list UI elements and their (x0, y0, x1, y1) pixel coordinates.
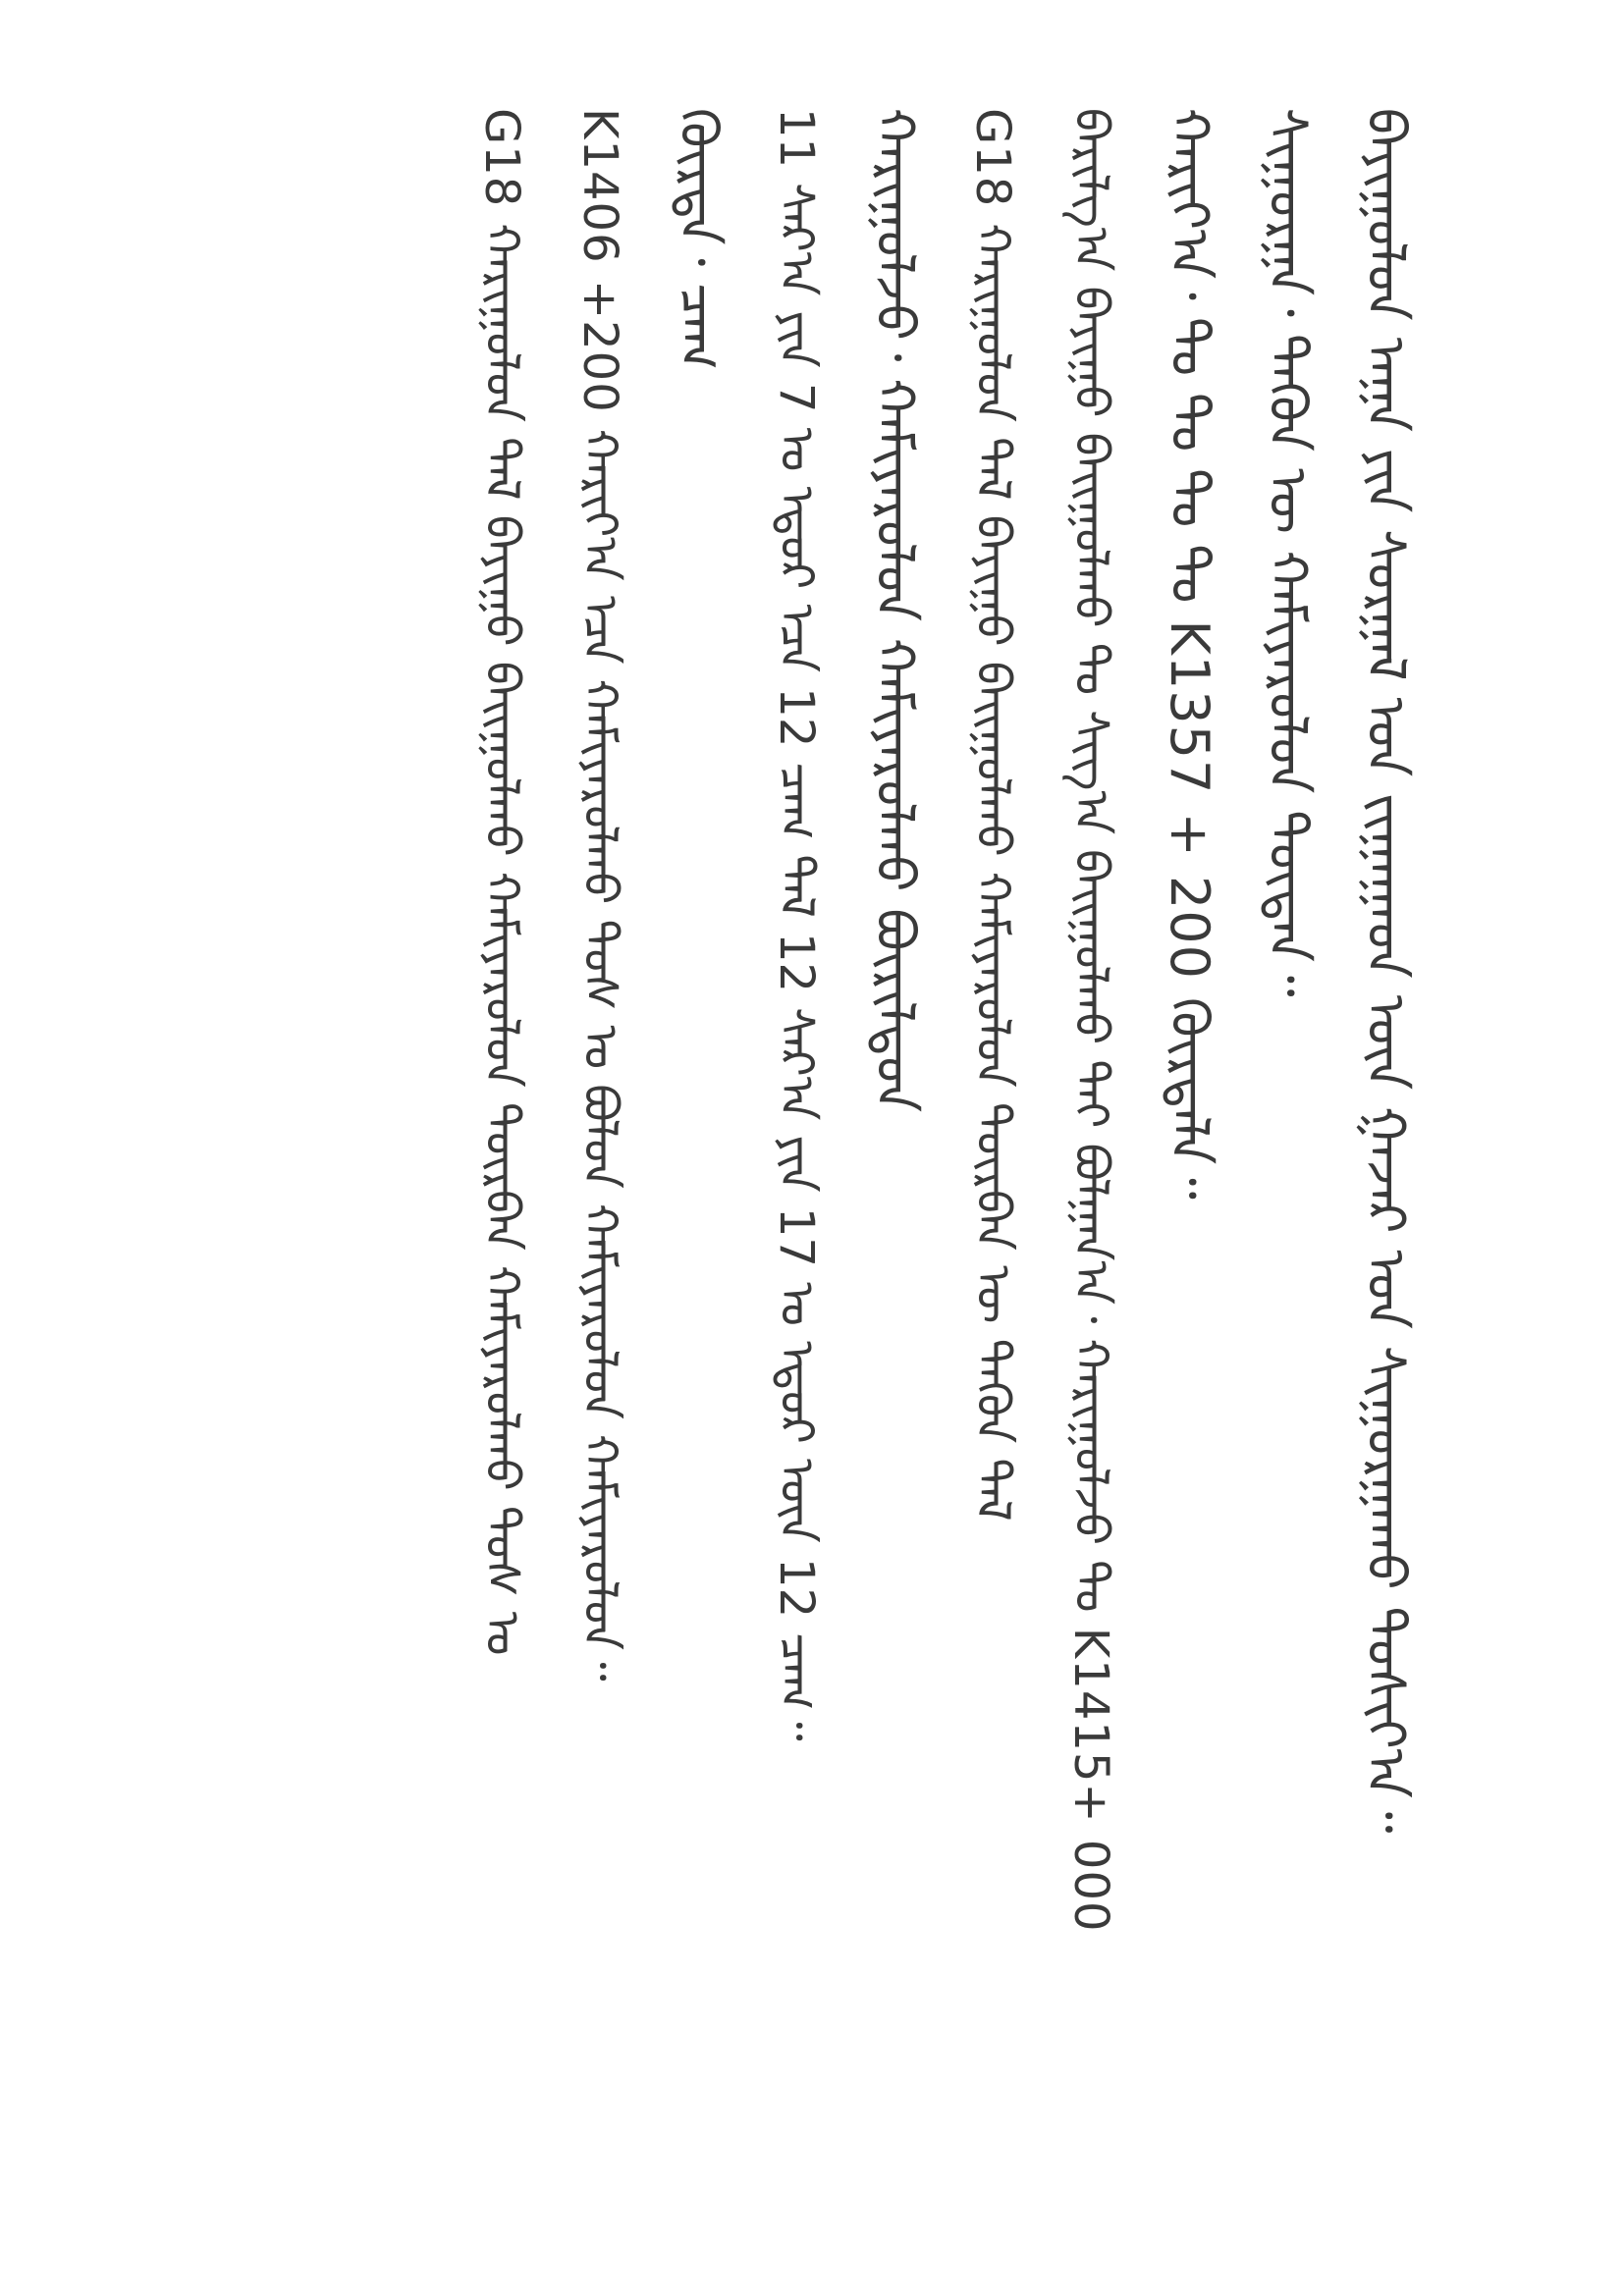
text-line-9: K1406 +200 ᠬᠠᠷᠢᠶ᠎ᠠ ᠡᠴᠡ ᠬᠠᠮᠢᠶᠠᠷᠤᠯᠬᠤ ᠲᠤᠰ ᠤ ᠪᠣᠯᠤᠨ ᠬᠠᠮᠢᠶᠠᠷᠤᠯᠤᠨ ᠬᠠᠮᠢᠶᠠᠷᠤᠯᠤᠨ᠃ (572, 108, 627, 1682)
vertical-text-body (265, 108, 1424, 2218)
text-line-8: ᠬᠦᠷᠲᠡ᠂ ᠴᠠᠭ (668, 108, 730, 370)
text-line-1: ᠪᠠᠶᠢᠭᠤᠯᠤᠨ ᠠᠭᠠ ᠶᠢᠨ ᠰᠤᠷᠭᠠᠯ ᠤᠨ ᠵᠢᠭᠠᠭᠠᠳ ᠦᠨ ᠭᠠᠵᠠᠷ ᠤᠨ ᠰᠢᠭᠤᠷᠭᠠᠬᠤ ᠲᠤᠰᠢᠶ᠎ᠠ᠃ (1355, 108, 1417, 1834)
text-line-10: G18 ᠬᠠᠷᠢᠭᠤᠯᠤᠨ ᠲᠠᠯ ᠪᠠᠶᠢᠭᠤ ᠪᠠᠢᠭᠤᠯᠬᠤ ᠬᠠᠮᠢᠶᠠᠷᠤᠯᠤᠨ ᠲᠦᠷᠪᠡᠨ ᠬᠠᠮᠢᠶᠠᠷᠤᠯᠬᠤ ᠲᠤᠰ ᠤ (474, 108, 529, 1656)
text-line-4: ᠪᠠᠷᠢᠯᠭ᠎ᠠ ᠪᠠᠶᠢᠭᠤ ᠪᠠᠢᠭᠤᠯᠬᠤ ᠲᠤ ᠰᠢᠭ᠎ᠠ ᠪᠠᠢᠭᠤᠯᠬᠤ ᠲᠠᠢ ᠪᠣᠯᠭᠠᠨ᠎ᠠ᠂ ᠬᠠᠷᠢᠭᠤᠯᠵᠤ ᠲᠤ K1415+ 000 (1063, 108, 1118, 1933)
text-line-7: 11 ᠰᠠᠷ᠎ᠠ ᠶᠢᠨ 7 ᠤ ᠡᠳᠦᠷ ᠡᠴᠡ 12 ᠴᠠᠭ ᠲᠠᠯ 12 ᠰᠠᠷ᠎ᠠ ᠶᠢᠨ 17 ᠤ ᠡᠳᠦᠷ ᠦᠨ 12 ᠴᠠᠭ᠃ (769, 108, 824, 1741)
text-line-6: ᠬᠠᠷᠢᠭᠤᠯᠵᠤ᠂ ᠬᠠᠮᠢᠶᠠᠷᠤᠯᠤᠨ ᠬᠠᠮᠢᠶᠠᠷᠤᠯᠬᠤ ᠪᠦᠷᠢᠯᠳᠦᠨ (864, 108, 926, 1113)
text-line-2: ᠰᠢᠭᠤᠷᠭᠠ᠂ ᠲᠡᠭᠦᠨ ᠦ ᠬᠠᠮᠢᠶᠠᠷᠤᠯᠤᠨ ᠲᠦᠳᠡᠨ᠃ (1257, 108, 1319, 997)
text-line-3: ᠬᠠᠷᠢᠶ᠎ᠠ᠂ ᠲᠤ ᠲᠤ ᠲᠤ ᠲᠤ K1357 + 200 ᠬᠦᠷᠲᠡᠯᠡ᠃ (1159, 108, 1220, 1200)
text-line-5: G18 ᠬᠠᠷᠢᠭᠤᠯᠤᠨ ᠲᠠᠯ ᠪᠠᠶᠢᠭᠤ ᠪᠠᠢᠭᠤᠯᠬᠤ ᠬᠠᠮᠢᠶᠠᠷᠤᠯᠤᠨ ᠲᠦᠷᠪᠡᠨ ᠦ ᠲᠡᠭᠦᠨ ᠲᠠᠯ (965, 108, 1020, 1522)
